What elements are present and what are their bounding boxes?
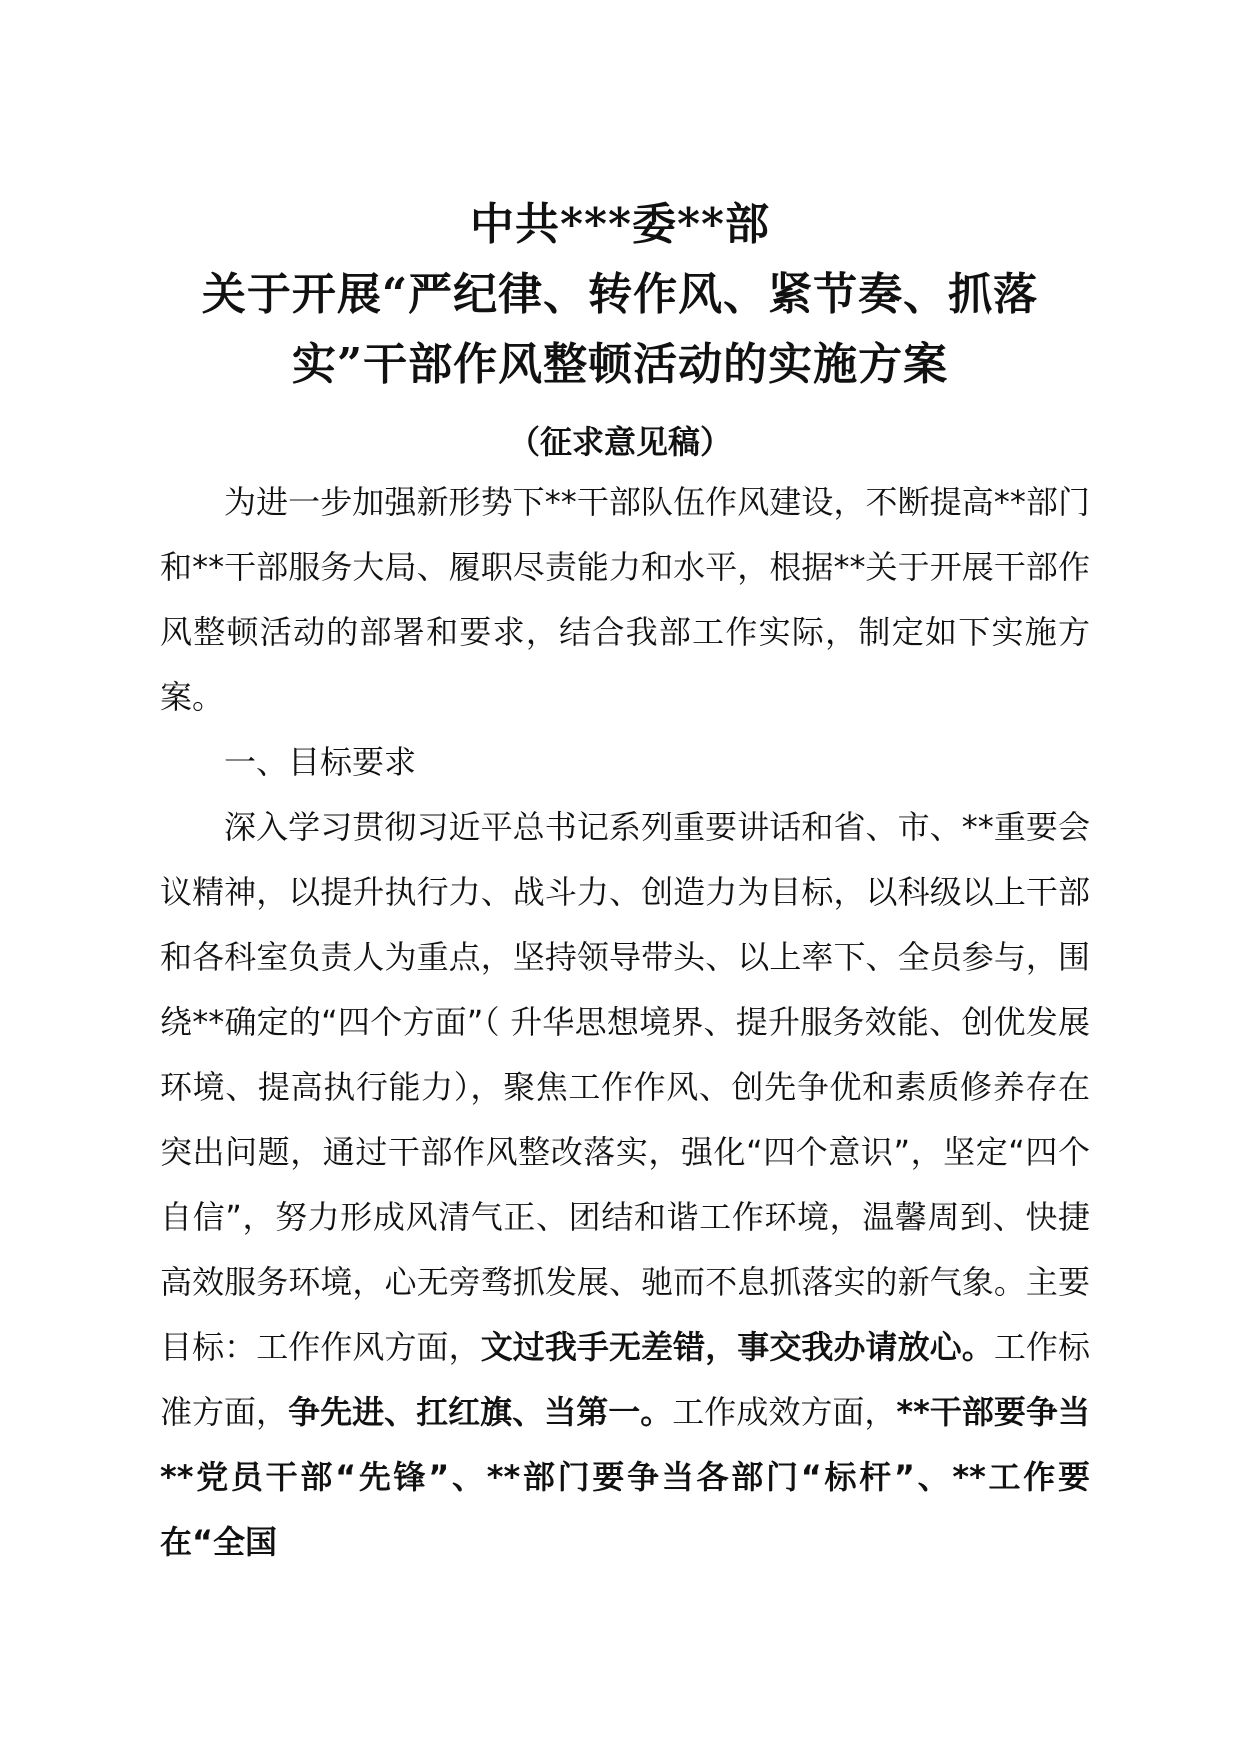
document-subtitle: （征求意见稿） [507, 423, 732, 461]
document-title-line-2: 关于开展“严纪律、转作风、紧节奏、抓落 [201, 269, 1039, 320]
document-title-line-3: 实”干部作风整顿活动的实施方案 [291, 339, 949, 390]
goals-bold-phrase-3: **干部要争当**党员干部“先锋”、**部门要争当各部门“标杆”、**工作要在“全国 [160, 1393, 1090, 1561]
goals-paragraph [160, 795, 1090, 1575]
goals-text-part-1: 深入学习贯彻习近平总书记系列重要讲话和省、市、**重要会议精神，以提升执行力、战斗力、创造力为目标，以科级以上干部和各科室负责人为重点，坚持领导带头、以上率下、全员参与，围绕**确定的“四个方面”（ 升华思想境界、提升服务效能、创优发展环境、提高执行能力），聚焦工作作风、创先争优和素质修养存在突出问题，通过干部作风整改落实，强化“四个意识”，坚定“四个自信”，努力形成风清气正、团结和谐工作环境，温馨周到、快捷高效服务环境，心无旁骛抓发展、驰而不息抓落实的新气象。主要目标：工作作风方面， [160, 808, 1090, 1366]
goals-text-part-2: 工作标准方面， [160, 1328, 1090, 1431]
goals-text-part-3: 工作成效方面， [672, 1393, 897, 1431]
goals-bold-phrase-1: 文过我手无差错，事交我办请放心。 [480, 1328, 994, 1366]
goals-bold-phrase-2: 争先进、扛红旗、当第一。 [288, 1393, 673, 1431]
document-title-line-1: 中共***委**部 [469, 199, 771, 250]
section-heading-goals: 一、目标要求 [224, 743, 417, 781]
intro-paragraph: 为进一步加强新形势下**干部队伍作风建设，不断提高**部门和**干部服务大局、履职尽责能力和水平，根据**关于开展干部作风整顿活动的部署和要求，结合我部工作实际，制定如下实施方案。 [160, 483, 1090, 716]
